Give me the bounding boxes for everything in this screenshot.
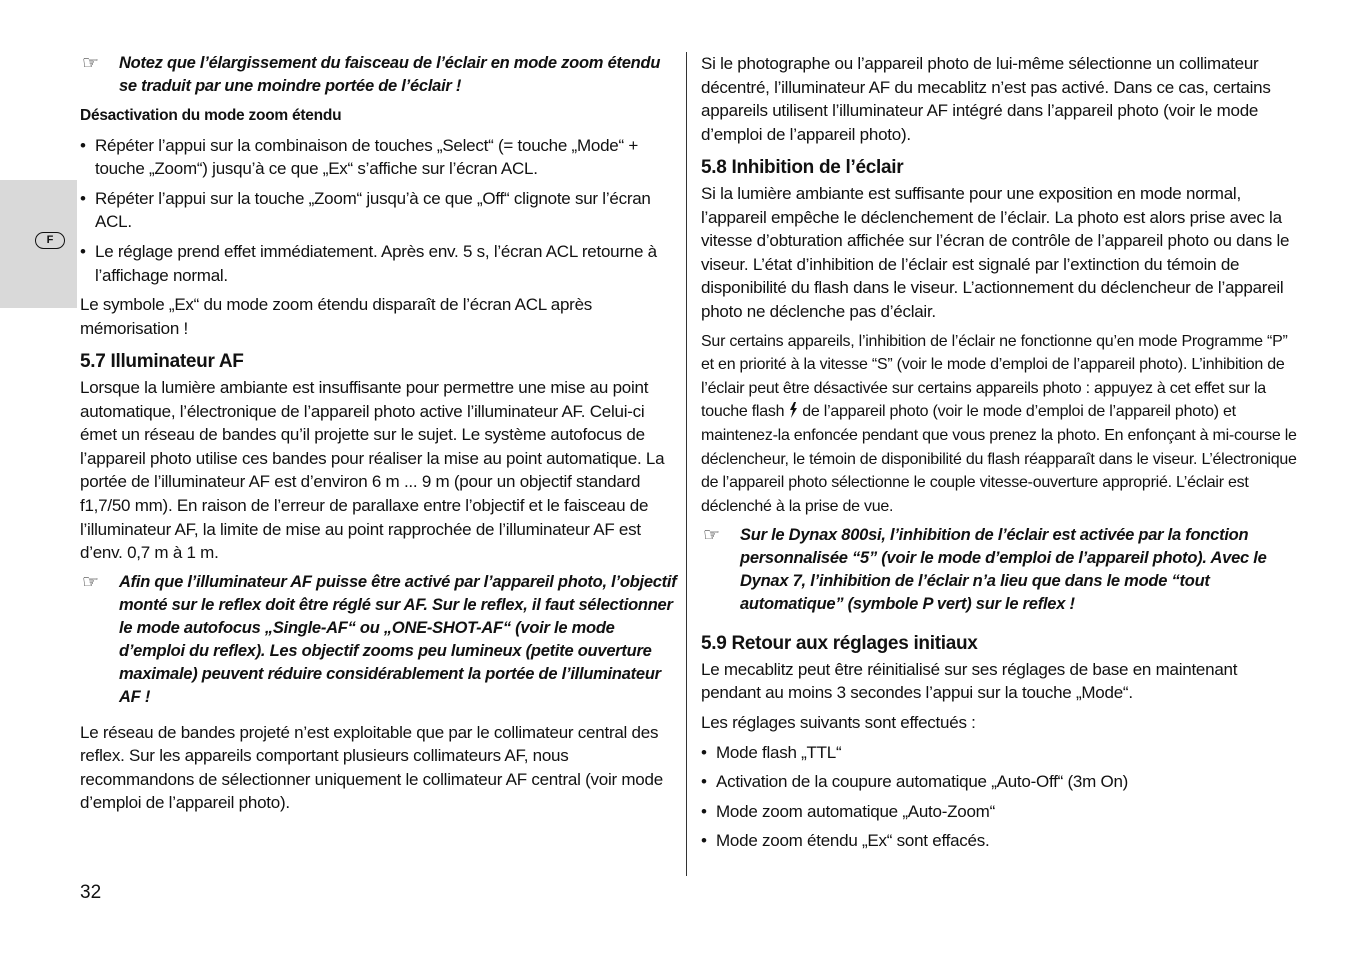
section-5-9-body: Le mecablitz peut être réinitialisé sur ses réglages de base en maintenant pendant au moins 3 secondes l’appui sur la touche „Mode“.	[701, 659, 1238, 703]
section-5-8-body: Si la lumière ambiante est suffisante pour une exposition en mode normal, l’appareil empêche le déclenchement de l’éclair. La photo est alors prise avec la vitesse d’obturation affichée sur l’écran de contrôle de l’appareil photo ou dans le viseur. L’état d’inhibition de l’éclair est signalé par l’extinction du témoin de disponibilité du flash dans le viseur. L’actionnement du déclencheur de l’appareil photo ne déclenche pas d’éclair.	[701, 183, 1290, 321]
ex-symbol-paragraph: Le symbole „Ex“ du mode zoom étendu disparaît de l’écran ACL après mémorisation !	[80, 295, 593, 338]
section-5-7-body: Lorsque la lumière ambiante est insuffisante pour permettre une mise au point automatique, l’électronique de l’appareil photo active l’illuminateur AF. Celui-ci émet un réseau de bandes qu’il projette sur le sujet. Le système autofocus de l’appareil photo utilise ces bandes pour réaliser la mise au point automatique. La portée de l’illuminateur AF est d’environ 6 m ... 9 m (pour un objectif standard f1,7/50 mm). En raison de l’erreur de parallaxe entre l’objectif et le faisceau de l’illuminateur AF, la limite de mise au point rapprochée de l’illuminateur AF est d’env. 0,7 m à 1 m.	[80, 377, 665, 563]
list-item-text: Le réglage prend effet immédiatement. Après env. 5 s, l’écran ACL retourne à l’affichage normal.	[95, 241, 657, 285]
bullet-icon: •	[701, 772, 707, 792]
settings-intro: Les réglages suivants sont effectués :	[701, 713, 976, 733]
list-item-text: Mode zoom étendu „Ex“ sont effacés.	[716, 831, 990, 851]
deactivation-heading: Désactivation du mode zoom étendu	[80, 107, 342, 124]
column-divider	[686, 52, 687, 876]
section-5-7-title: 5.7 Illuminateur AF	[80, 351, 244, 373]
stripe-grid-paragraph: Le réseau de bandes projeté n’est exploitable que par le collimateur central des reflex. Sur les appareils comportant plusieurs collimateurs AF, nous recommandons de sélectionner uniquement le collimateur AF central (voir mode d’emploi de l’appareil photo).	[80, 722, 663, 813]
bullet-icon: •	[80, 135, 86, 155]
list-item	[80, 134, 680, 181]
note-text: Sur le Dynax 800si, l’inhibition de l’éclair est activée par la fonction personnalisée “5” (voir le mode d’emploi de l’appareil photo). Avec le Dynax 7, l’inhibition de l’éclair n’a lieu que dans le mode “tout automatique” (symbole P vert) sur le reflex !	[740, 526, 1267, 614]
left-column	[80, 52, 680, 821]
bullet-icon: •	[80, 241, 86, 261]
list-item-text: Mode zoom automatique „Auto-Zoom“	[716, 801, 995, 821]
list-item-text: Mode flash „TTL“	[716, 742, 842, 762]
note-dynax	[701, 524, 1301, 616]
bullet-icon: •	[701, 831, 707, 851]
section-5-8-body-2	[701, 330, 1301, 519]
list-item-text: Répéter l’appui sur la touche „Zoom“ jusqu’à ce que „Off“ clignote sur l’écran ACL.	[95, 188, 651, 232]
list-item-text: Répéter l’appui sur la combinaison de touches „Select“ (= touche „Mode“ + touche „Zoom“) jusqu’à ce que „Ex“ s’affiche sur l’écran ACL.	[95, 135, 639, 179]
list-item	[701, 770, 1301, 794]
pointing-hand-icon: ☞	[703, 525, 720, 547]
section-5-9-title: 5.9 Retour aux réglages initiaux	[701, 633, 978, 655]
language-badge: F	[35, 232, 65, 249]
bullet-icon: •	[701, 801, 707, 821]
pointing-hand-icon: ☞	[82, 53, 99, 74]
pointing-hand-icon: ☞	[82, 571, 99, 593]
list-item	[701, 829, 1301, 853]
body-text: Sur certains appareils, l’inhibition de l’éclair ne fonctionne qu’en mode Programme “P” et en priorité à la vitesse “S” (voir le mode d’emploi de l’appareil photo). L’inhibition de l’éclair peut être désactivée sur certains appareils photo : appuyez à cet effet sur la touche flash	[701, 332, 1288, 421]
collimator-paragraph: Si le photographe ou l’appareil photo de lui-même sélectionne un collimateur décentré, l’illuminateur AF du mecablitz n’est pas activé. Dans ce cas, certains appareils utilisent l’illuminateur AF intégré dans l’appareil photo (voir le mode d’emploi de l’appareil photo).	[701, 54, 1271, 144]
body-text: de l’appareil photo (voir le mode d’emploi de l’appareil photo) et maintenez-la enfoncée pendant que vous prenez la photo. En enfonçant à mi-course le déclencheur, le témoin de disponibilité du flash réapparaît dans le viseur. L’électronique de l’appareil photo sélectionne le couple vitesse-ouverture approprié. L’éclair est déclenché à la prise de vue.	[701, 403, 1297, 515]
right-column	[701, 52, 1301, 859]
note-text: Afin que l’illuminateur AF puisse être activé par l’appareil photo, l’objectif monté sur le reflex doit être réglé sur AF. Sur le reflex, il faut sélectionner le mode autofocus „Single-AF“ ou „ONE-SHOT-AF“ (voir le mode d’emploi du reflex). Les objectif zooms peu lumineux (petite ouverture maximale) peuvent réduire considérablement la portée de l’illuminateur AF !	[119, 572, 677, 706]
bullet-icon: •	[80, 188, 86, 208]
list-item	[701, 741, 1301, 765]
section-5-8-title: 5.8 Inhibition de l’éclair	[701, 157, 904, 179]
list-item	[80, 187, 680, 234]
list-item-text: Activation de la coupure automatique „Auto-Off“ (3m On)	[716, 772, 1129, 792]
note-extended-zoom	[80, 52, 680, 98]
list-item	[701, 800, 1301, 824]
list-item	[80, 240, 680, 287]
flash-icon	[788, 402, 798, 418]
note-af-illuminator	[80, 571, 680, 709]
bullet-icon: •	[701, 742, 707, 762]
note-text: Notez que l’élargissement du faisceau de l’éclair en mode zoom étendu se traduit par une moindre portée de l’éclair !	[119, 54, 661, 95]
page-number: 32	[80, 882, 102, 903]
